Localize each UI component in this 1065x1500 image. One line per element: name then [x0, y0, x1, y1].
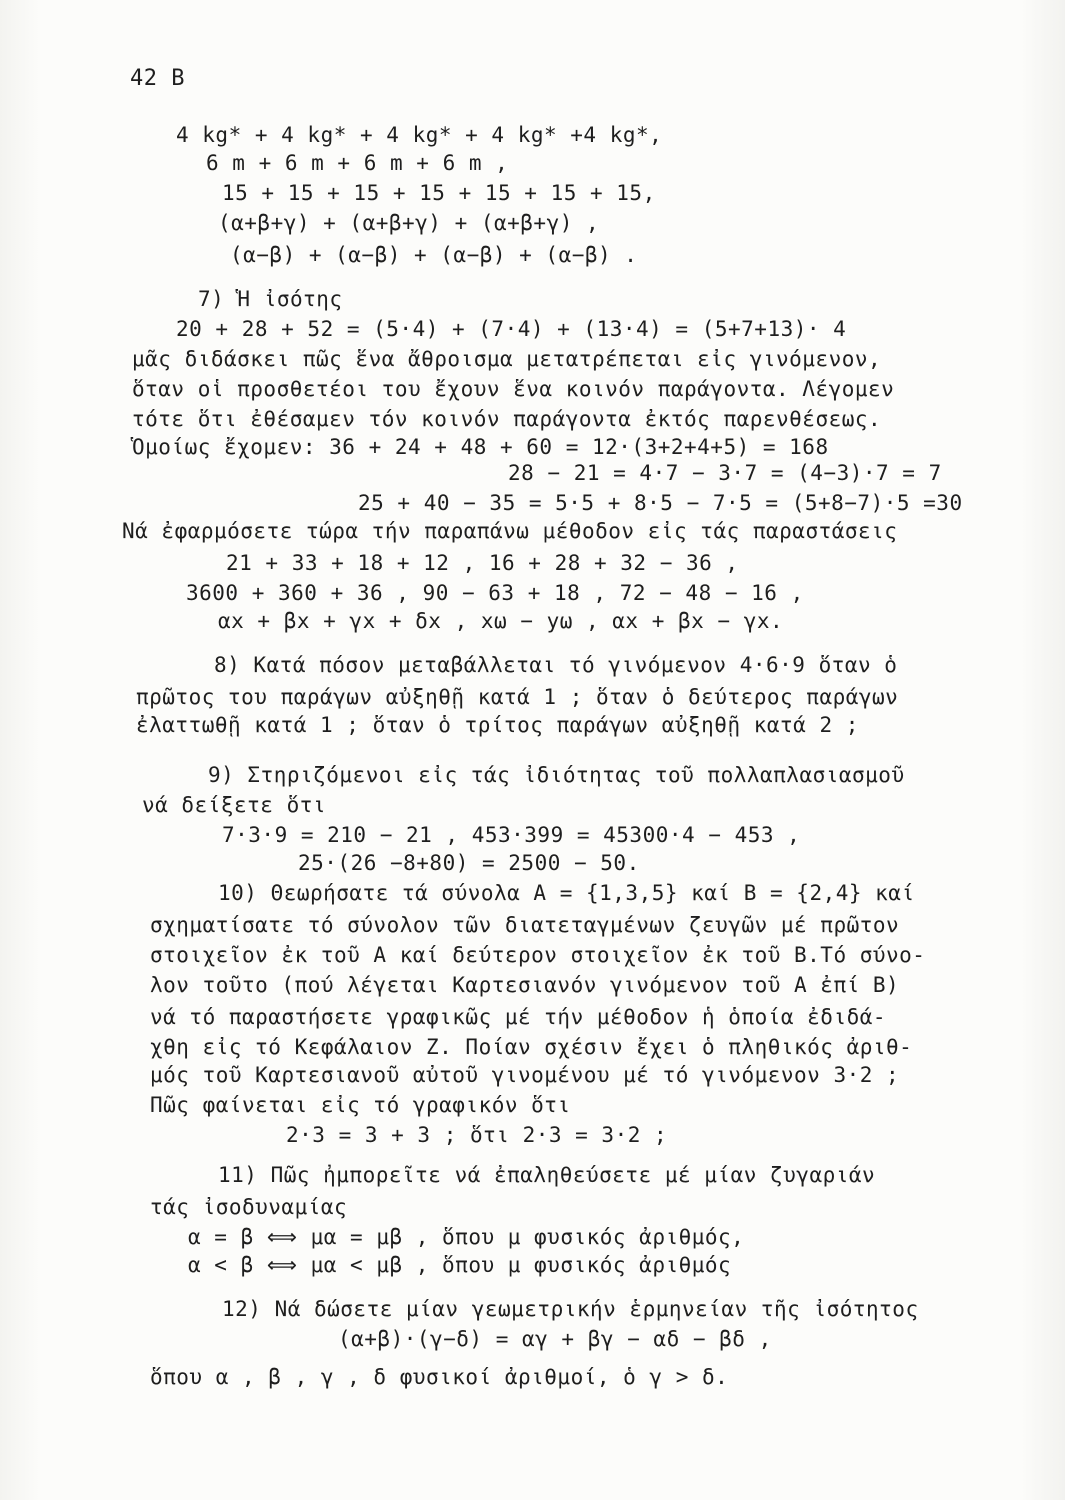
equation-line: α < β ⟺ μα < μβ , ὅπου μ φυσικός ἀριθμός: [188, 1253, 732, 1277]
equation-line: 28 − 21 = 4·7 − 3·7 = (4−3)·7 = 7: [508, 461, 942, 485]
exercise-heading: 10) Θεωρήσατε τά σύνολα A = {1,3,5} καί B = {2,4} καί: [218, 881, 915, 905]
exercise-heading: 7) Ἡ ἰσότης: [198, 287, 343, 311]
text-line: λον τοῦτο (πού λέγεται Καρτεσιανόν γινόμενον τοῦ A ἐπί B): [150, 973, 900, 997]
text-line: στοιχεῖον ἐκ τοῦ A καί δεύτερον στοιχεῖον ἐκ τοῦ B.Τό σύνο-: [150, 943, 926, 967]
text-line: (α+β+γ) + (α+β+γ) + (α+β+γ) ,: [218, 211, 600, 235]
equation-line: 20 + 28 + 52 = (5·4) + (7·4) + (13·4) = (5+7+13)· 4: [176, 317, 847, 341]
text-line: Νά ἐφαρμόσετε τώρα τήν παραπάνω μέθοδον εἰς τάς παραστάσεις: [122, 519, 898, 543]
text-line: τότε ὅτι ἐθέσαμεν τόν κοινόν παράγοντα ἐκτός παρενθέσεως.: [132, 407, 882, 431]
text-line: νά τό παραστήσετε γραφικῶς μέ τήν μέθοδον ἡ ὁποία ἐδιδά-: [150, 1005, 887, 1029]
text-line: 15 + 15 + 15 + 15 + 15 + 15 + 15,: [222, 181, 656, 205]
text-line: χθη εἰς τό Κεφάλαιον Z. Ποίαν σχέσιν ἔχει ὁ πληθικός ἀριθ-: [150, 1035, 913, 1059]
text-line: μᾶς διδάσκει πῶς ἕνα ἄθροισμα μετατρέπεται εἰς γινόμενον,: [132, 347, 882, 371]
equation-line: 2·3 = 3 + 3 ; ὅτι 2·3 = 3·2 ;: [286, 1123, 668, 1147]
exercise-heading: 12) Νά δώσετε μίαν γεωμετρικήν ἑρμηνείαν τῆς ἰσότητος: [222, 1297, 919, 1321]
text-line: σχηματίσατε τό σύνολον τῶν διατεταγμένων ζευγῶν μέ πρῶτον: [150, 913, 900, 937]
equation-line: α = β ⟺ μα = μβ , ὅπου μ φυσικός ἀριθμός,: [188, 1225, 745, 1249]
equation-line: 21 + 33 + 18 + 12 , 16 + 28 + 32 − 36 ,: [226, 551, 739, 575]
text-line: τάς ἰσοδυναμίας: [150, 1195, 348, 1219]
equation-line: Ὁμοίως ἔχομεν: 36 + 24 + 48 + 60 = 12·(3+2+4+5) = 168: [132, 435, 829, 459]
text-line: ὅπου α , β , γ , δ φυσικοί ἀριθμοί, ὁ γ > δ.: [150, 1365, 729, 1389]
equation-line: 3600 + 360 + 36 , 90 − 63 + 18 , 72 − 48 − 16 ,: [186, 581, 804, 605]
text-line: πρῶτος του παράγων αὐξηθῇ κατά 1 ; ὅταν ὁ δεύτερος παράγων: [136, 685, 899, 709]
text-line: νά δείξετε ὅτι: [142, 793, 327, 817]
exercise-heading: 11) Πῶς ἠμπορεῖτε νά ἐπαληθεύσετε μέ μίαν ζυγαριάν: [218, 1163, 876, 1187]
text-line: μός τοῦ Καρτεσιανοῦ αὐτοῦ γινομένου μέ τό γινόμενον 3·2 ;: [150, 1063, 900, 1087]
text-line: 4 kg* + 4 kg* + 4 kg* + 4 kg* +4 kg*,: [176, 123, 663, 147]
exercise-heading: 8) Κατά πόσον μεταβάλλεται τό γινόμενον 4·6·9 ὅταν ὁ: [214, 653, 898, 677]
equation-line: 25 + 40 − 35 = 5·5 + 8·5 − 7·5 = (5+8−7)·5 =30: [358, 491, 963, 515]
page-number: 42 B: [130, 66, 185, 91]
text-line: 6 m + 6 m + 6 m + 6 m ,: [206, 151, 509, 175]
text-line: Πῶς φαίνεται εἰς τό γραφικόν ὅτι: [150, 1093, 571, 1117]
equation-line: 7·3·9 = 210 − 21 , 453·399 = 45300·4 − 453 ,: [222, 823, 801, 847]
text-line: (α−β) + (α−β) + (α−β) + (α−β) .: [230, 243, 638, 267]
equation-line: (α+β)·(γ−δ) = αγ + βγ − αδ − βδ ,: [338, 1327, 772, 1351]
equation-line: αx + βx + γx + δx , xω − yω , αx + βx − γx.: [218, 609, 784, 633]
equation-line: 25·(26 −8+80) = 2500 − 50.: [298, 851, 640, 875]
text-line: ἐλαττωθῇ κατά 1 ; ὅταν ὁ τρίτος παράγων αὐξηθῇ κατά 2 ;: [136, 713, 859, 737]
exercise-heading: 9) Στηριζόμενοι εἰς τάς ἰδιότητας τοῦ πολλαπλασιασμοῦ: [208, 763, 905, 787]
text-line: ὅταν οἱ προσθετέοι του ἔχουν ἕνα κοινόν παράγοντα. Λέγομεν: [132, 377, 895, 401]
